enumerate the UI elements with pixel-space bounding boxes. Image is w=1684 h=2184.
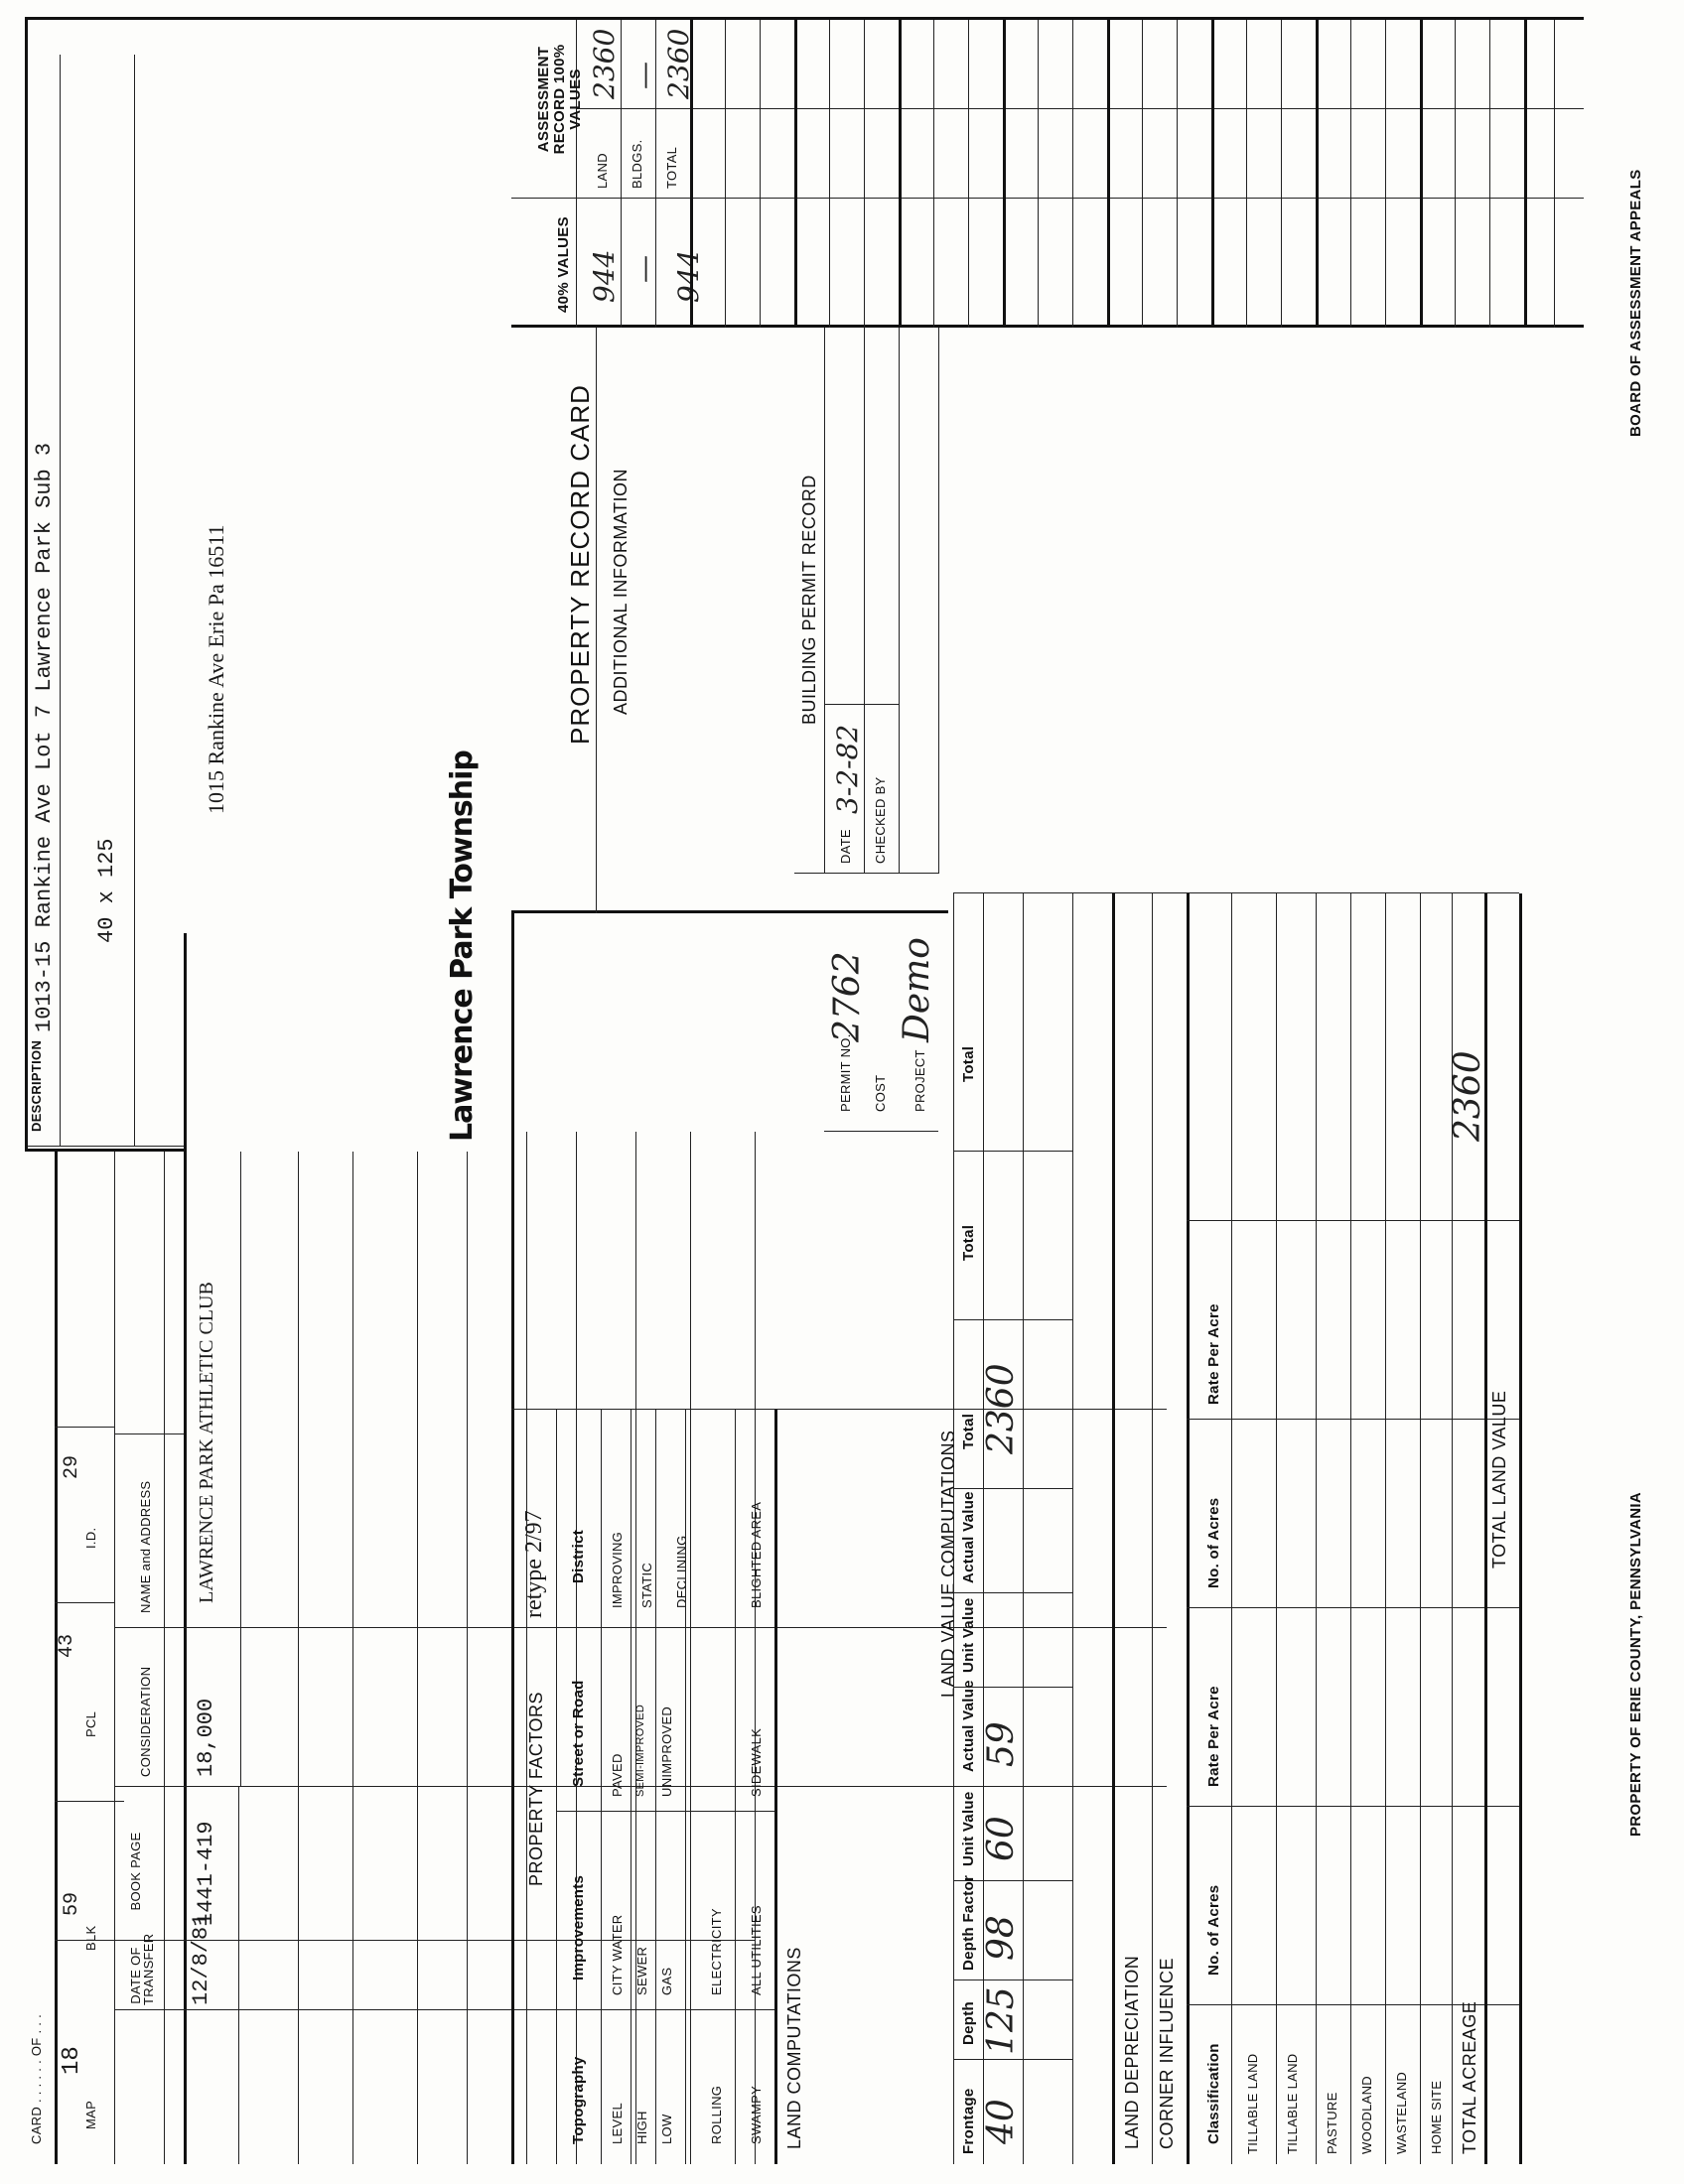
- col-total-2: Total: [960, 1224, 977, 1261]
- class-home-site: HOME SITE: [1429, 2080, 1444, 2154]
- permit-date-label: DATE: [838, 829, 853, 864]
- col-rate-2: Rate Per Acre: [1205, 1303, 1222, 1405]
- building-permit-heading: BUILDING PERMIT RECORD: [799, 475, 819, 725]
- topo-swampy: SWAMPY: [749, 2085, 764, 2144]
- property-record-card-title: PROPERTY RECORD CARD: [565, 384, 595, 745]
- street-paved: PAVED: [610, 1753, 625, 1797]
- permit-cost-label: COST: [873, 1074, 888, 1112]
- street-unimproved: UNIMPROVED: [659, 1706, 674, 1797]
- impr-city-water: CITY WATER: [610, 1914, 625, 1995]
- transfer-date: 12/8/81: [189, 1913, 213, 2005]
- class-tillable-2: TILLABLE LAND: [1285, 2053, 1300, 2154]
- transfer-name: LAWRENCE PARK ATHLETIC CLUB: [196, 1282, 217, 1603]
- class-tillable-1: TILLABLE LAND: [1245, 2053, 1260, 2154]
- topo-rolling: ROLLING: [709, 2085, 724, 2144]
- total-land-value-label: TOTAL LAND VALUE: [1489, 1390, 1509, 1569]
- col-actual-value-2: Actual Value: [960, 1491, 977, 1583]
- district-static: STATIC: [639, 1562, 654, 1608]
- property-factors-heading: PROPERTY FACTORS: [526, 1691, 546, 1886]
- assessment-label: ASSESSMENT RECORD 100% VALUES: [535, 44, 584, 155]
- topo-low: LOW: [659, 2114, 674, 2144]
- assess-total: 2360: [662, 28, 695, 99]
- description-line1: 1013-15 Rankine Ave Lot 7 Lawrence Park Sub 3: [32, 442, 57, 1032]
- district-improving: IMPROVING: [610, 1531, 625, 1608]
- class-wasteland: WASTELAND: [1394, 2071, 1409, 2154]
- row-total: TOTAL: [664, 146, 679, 189]
- class-woodland: WOODLAND: [1359, 2076, 1374, 2154]
- total-acreage-label: TOTAL ACREAGE: [1460, 2000, 1479, 2154]
- assess-bldgs: —: [628, 62, 660, 89]
- district-declining: DECLINING: [674, 1535, 689, 1608]
- blk-label: BLK: [83, 1925, 98, 1951]
- card-label: CARD . . . . . . OF . . .: [29, 2013, 44, 2144]
- date-of-transfer-header: DATE OF TRANSFER: [128, 1933, 156, 2005]
- address-line: 1015 Rankine Ave Erie Pa 16511: [204, 524, 228, 814]
- topo-high: HIGH: [634, 2111, 649, 2144]
- retype-note: retype 2/97: [521, 1510, 547, 1618]
- corner-influence-label: CORNER INFLUENCE: [1157, 1957, 1177, 2149]
- col-unit-value-2: Unit Value: [960, 1597, 977, 1673]
- lc-depth: 125: [981, 1986, 1022, 2055]
- impr-sewer: SEWER: [634, 1946, 649, 1995]
- col-unit-value-1: Unit Value: [960, 1791, 977, 1866]
- consideration-header: CONSIDERATION: [138, 1666, 153, 1777]
- map-label: MAP: [83, 2100, 98, 2129]
- col-street: Street or Road: [570, 1680, 587, 1787]
- lc-actual-value: 59: [981, 1721, 1022, 1767]
- col-depth: Depth: [960, 2001, 977, 2045]
- row-land: LAND: [595, 153, 610, 189]
- col-frontage: Frontage: [960, 2088, 977, 2154]
- street-sidewalk: SIDEWALK: [749, 1727, 764, 1797]
- lc-depth-factor: 98: [981, 1915, 1022, 1961]
- col-rate-1: Rate Per Acre: [1205, 1686, 1222, 1787]
- forty-bldgs: —: [628, 255, 660, 283]
- forty-land: 944: [588, 249, 621, 303]
- permit-no-label: PERMIT NO.: [838, 1033, 853, 1112]
- book-page-header: BOOK PAGE: [128, 1832, 143, 1911]
- col-depth-factor: Depth Factor: [960, 1874, 977, 1971]
- impr-all-utilities: ALL UTILITIES: [749, 1905, 764, 1995]
- map-value: 18: [59, 2046, 85, 2075]
- col-actual-value-1: Actual Value: [960, 1680, 977, 1772]
- land-computations-heading: LAND COMPUTATIONS: [784, 1947, 804, 2149]
- lc-total: 2360: [981, 1363, 1022, 1454]
- blk-value: 59: [61, 1891, 83, 1916]
- township-title: Lawrence Park Township: [445, 751, 480, 1142]
- col-improvements: Improvements: [570, 1874, 587, 1980]
- total-land-value: 2360: [1448, 1050, 1488, 1142]
- forty-total: 944: [672, 249, 705, 303]
- description-label: DESCRIPTION: [29, 1039, 44, 1132]
- col-acres-1: No. of Acres: [1205, 1884, 1222, 1976]
- forty-pct-label: 40% VALUES: [555, 216, 572, 313]
- row-bldgs: BLDGS.: [630, 139, 644, 189]
- footer-left: PROPERTY OF ERIE COUNTY, PENNSYLVANIA: [1627, 1492, 1644, 1837]
- permit-project-value: Demo: [897, 937, 937, 1042]
- col-district: District: [570, 1529, 587, 1583]
- id-label: I.D.: [83, 1527, 98, 1549]
- assess-land: 2360: [588, 28, 621, 99]
- land-depreciation-label: LAND DEPRECIATION: [1122, 1955, 1142, 2149]
- name-address-header: NAME and ADDRESS: [138, 1480, 153, 1613]
- transfer-consideration: 18,000: [194, 1698, 218, 1777]
- footer-right: BOARD OF ASSESSMENT APPEALS: [1627, 169, 1644, 437]
- class-pasture: PASTURE: [1325, 2092, 1339, 2154]
- id-value: 29: [61, 1454, 83, 1479]
- impr-electricity: ELECTRICITY: [709, 1908, 724, 1995]
- col-classification: Classification: [1205, 2043, 1222, 2144]
- permit-no-value: 2762: [827, 951, 868, 1042]
- additional-information-label: ADDITIONAL INFORMATION: [611, 468, 631, 715]
- col-total-1: Total: [960, 1413, 977, 1449]
- permit-date-value: 3-2-82: [831, 724, 864, 814]
- pcl-value: 43: [56, 1633, 78, 1658]
- col-acres-2: No. of Acres: [1205, 1497, 1222, 1588]
- permit-project-label: PROJECT: [912, 1049, 927, 1112]
- col-topography: Topography: [570, 2056, 587, 2144]
- col-total-3: Total: [960, 1045, 977, 1082]
- impr-gas: GAS: [659, 1967, 674, 1995]
- permit-checked-label: CHECKED BY: [873, 776, 888, 864]
- description-line2: 40 x 125: [94, 838, 119, 943]
- pcl-label: PCL: [83, 1710, 98, 1737]
- transfer-book-page: 1441-419: [194, 1821, 218, 1926]
- lc-unit-value: 60: [981, 1816, 1022, 1861]
- lc-frontage: 40: [981, 2099, 1022, 2144]
- topo-level: LEVEL: [610, 2103, 625, 2144]
- street-semi: SEMI-IMPROVED: [634, 1704, 646, 1797]
- land-value-computations-heading: LAND VALUE COMPUTATIONS: [938, 1430, 958, 1698]
- district-blighted: BLIGHTED AREA: [749, 1501, 764, 1608]
